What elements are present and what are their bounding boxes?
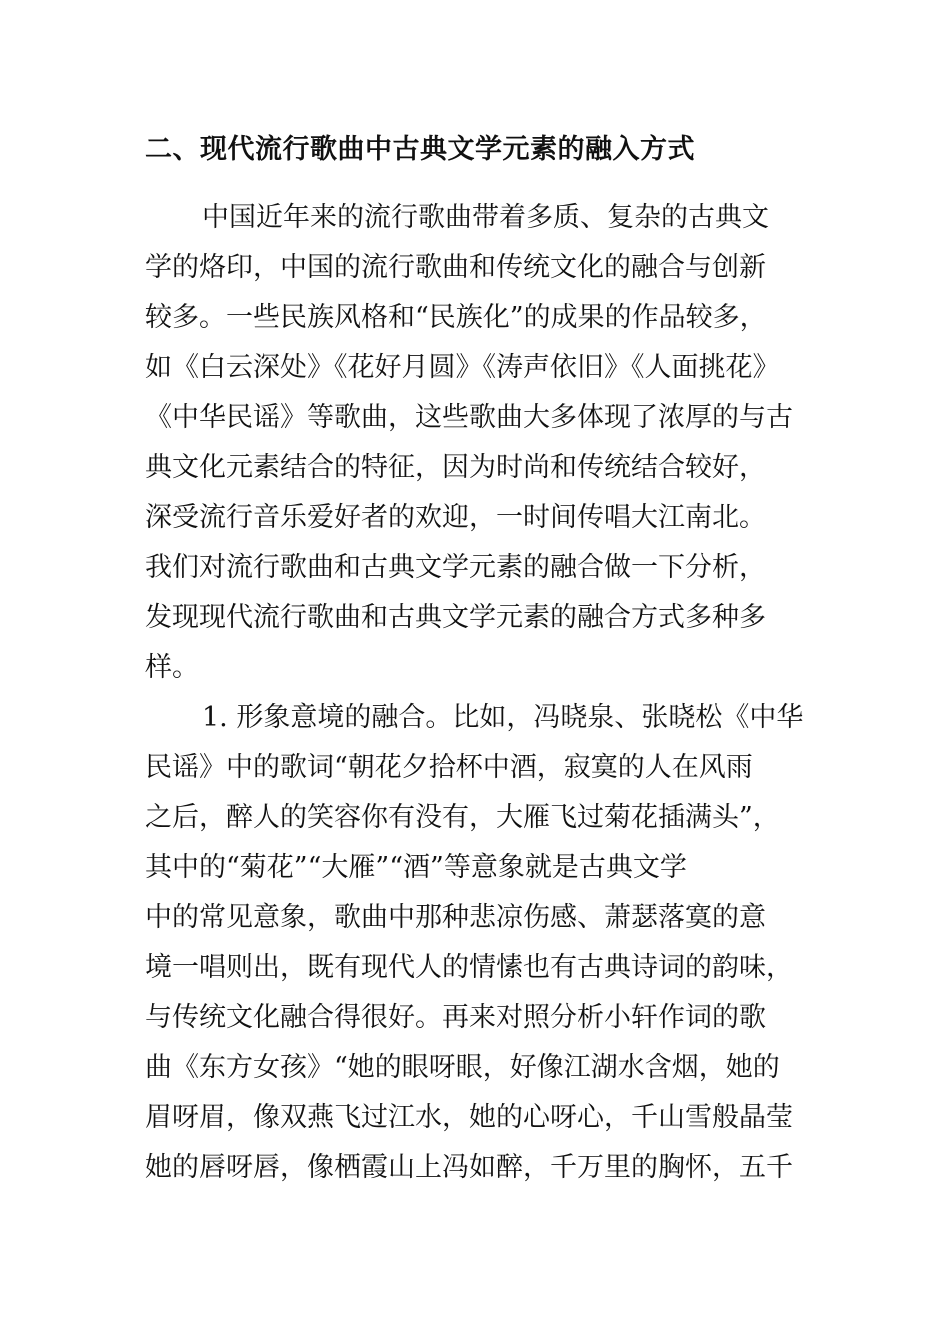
paragraph-line: 典文化元素结合的特征，因为时尚和传统结合较好， xyxy=(145,452,766,483)
paragraph-line: 中的常见意象，歌曲中那种悲凉伤感、萧瑟落寞的意 xyxy=(145,902,766,933)
document-body xyxy=(145,128,825,1193)
paragraph-line: 民谣》中的歌词“朝花夕拾杯中酒，寂寞的人在风雨 xyxy=(145,752,753,783)
section-heading: 二、现代流行歌曲中古典文学元素的融入方式 xyxy=(145,134,695,165)
paragraph-line: 《中华民谣》等歌曲，这些歌曲大多体现了浓厚的与古 xyxy=(145,402,793,433)
paragraph-line: 发现现代流行歌曲和古典文学元素的融合方式多种多 xyxy=(145,602,766,633)
paragraph-1 xyxy=(145,193,825,693)
paragraph-line: 眉呀眉，像双燕飞过江水，她的心呀心，千山雪般晶莹 xyxy=(145,1102,793,1133)
paragraph-line: 中国近年来的流行歌曲带着多质、复杂的古典文 xyxy=(202,202,769,233)
paragraph-line: 与传统文化融合得很好。再来对照分析小轩作词的歌 xyxy=(145,1002,766,1033)
paragraph-line: 1. 形象意境的融合。比如，冯晓泉、张晓松《中华 xyxy=(202,702,804,733)
paragraph-line: 较多。一些民族风格和“民族化”的成果的作品较多， xyxy=(145,302,767,333)
paragraph-line: 其中的“菊花”“大雁”“酒”等意象就是古典文学 xyxy=(145,852,687,883)
paragraph-line: 曲《东方女孩》“她的眼呀眼，好像江湖水含烟，她的 xyxy=(145,1052,780,1083)
paragraph-line: 学的烙印，中国的流行歌曲和传统文化的融合与创新 xyxy=(145,252,766,283)
paragraph-line: 深受流行音乐爱好者的欢迎，一时间传唱大江南北。 xyxy=(145,502,766,533)
paragraph-line: 之后，醉人的笑容你有没有，大雁飞过菊花插满头”， xyxy=(145,802,780,833)
paragraph-line: 境一唱则出，既有现代人的情愫也有古典诗词的韵味， xyxy=(145,952,793,983)
paragraph-line: 如《白云深处》《花好月圆》《涛声依旧》《人面挑花》 xyxy=(145,352,780,383)
paragraph-line: 她的唇呀唇，像栖霞山上冯如醉，千万里的胸怀，五千 xyxy=(145,1152,793,1183)
paragraph-line: 我们对流行歌曲和古典文学元素的融合做一下分析， xyxy=(145,552,766,583)
paragraph-line: 样。 xyxy=(145,652,199,683)
paragraph-2 xyxy=(145,693,825,1193)
